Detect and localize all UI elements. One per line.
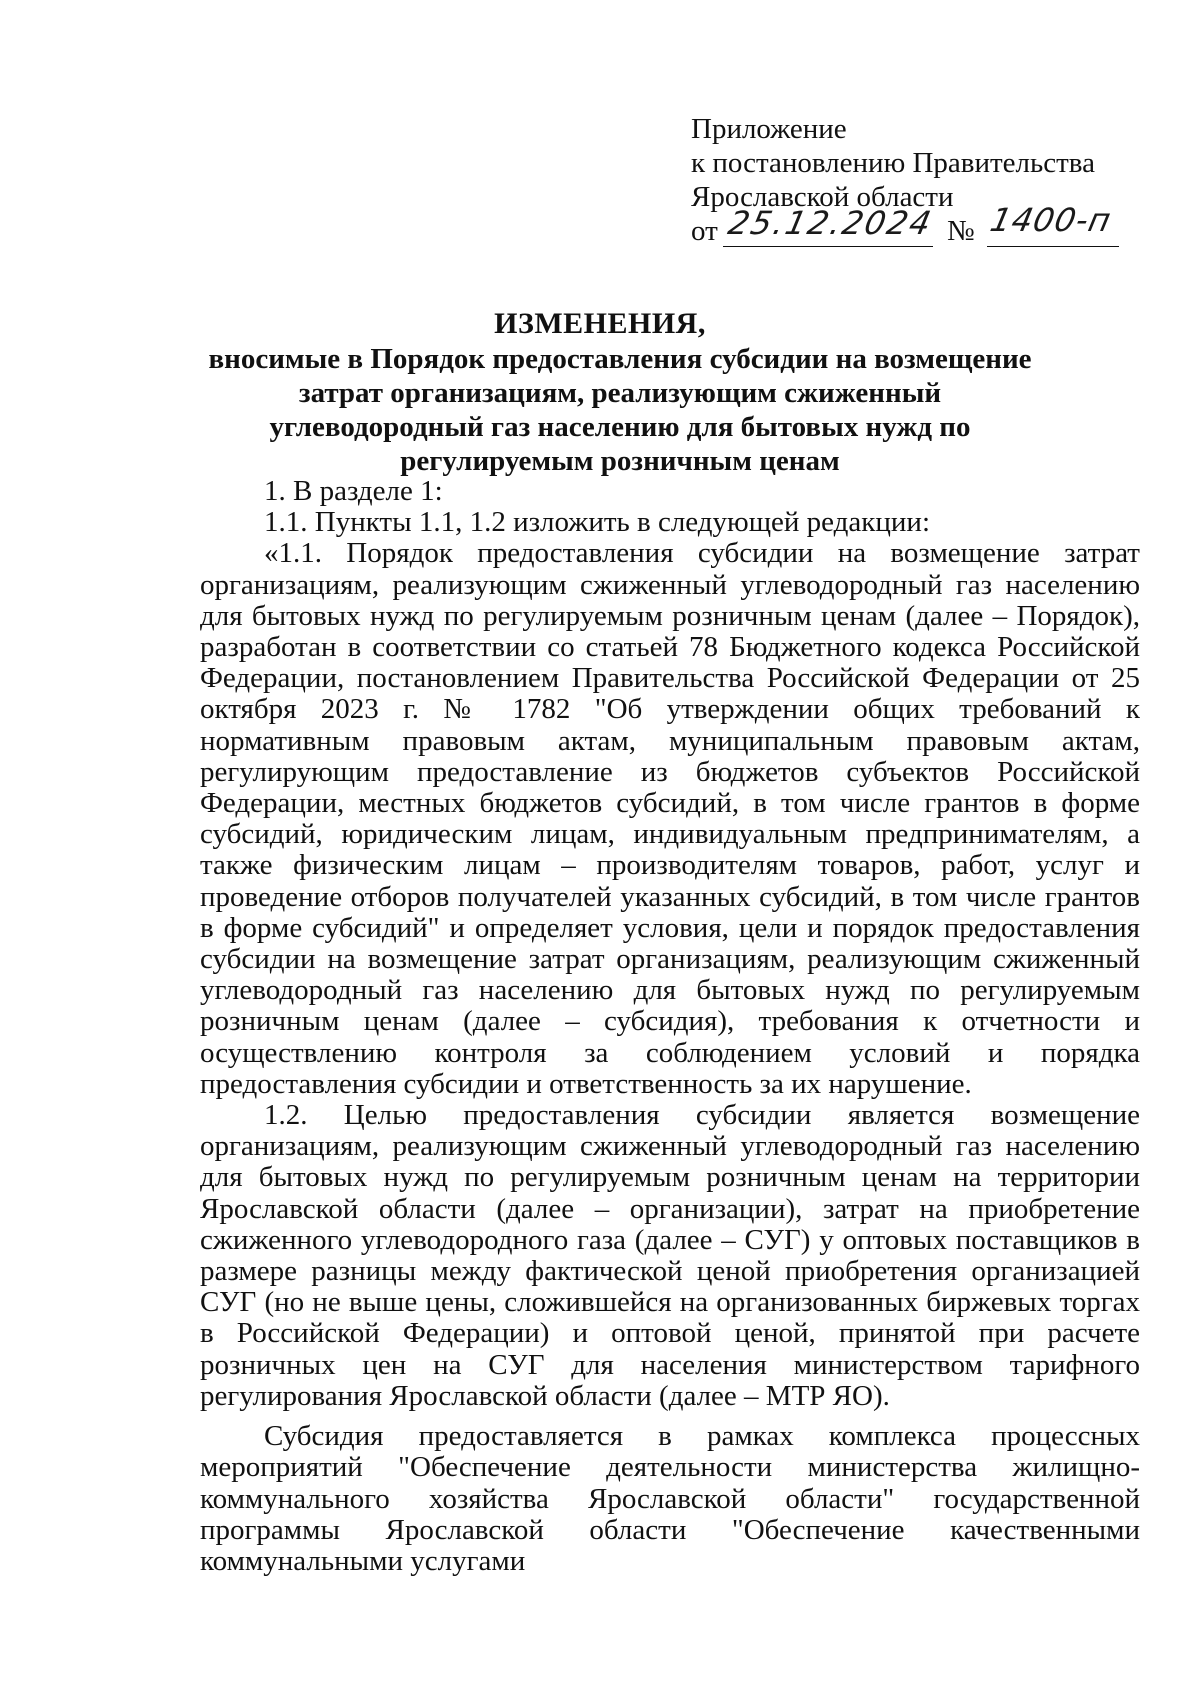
paragraph-point-1-1: «1.1. Порядок предоставления субсидии на возмещение затрат организациям, реализующим сжиженный углеводородный газ населению для бытовых нужд по регулируемым розничным ценам (далее – Порядок), разработан в соответствии со статьей 78 Бюджетного кодекса Российской Федерации, постановлением Правительства Российской Федерации от 25 октября 2023 г. № 1782 "Об утверждении общих требований к нормативным правовым актам, муниципальным правовым актам, регулирующим предоставление из бюджетов субъектов Российской Федерации, местных бюджетов субсидий, в том числе грантов в форме субсидий, юридическим лицам, индивидуальным предпринимателям, а также физическим лицам – производителям товаров, работ, услуг и проведение отборов получателей указанных субсидий, в том числе грантов в форме субсидий" и определяет условия, цели и порядок предоставления субсидии на возмещение затрат организациям, реализующим сжиженный углеводородный газ населению для бытовых нужд по регулируемым розничным ценам (далее – субсидия), требования к отчетности и осуществлению контроля за соблюдением условий и порядка предоставления субсидии и ответственность за их нарушение. <box>200 537 1140 1100</box>
annex-region-line: Ярославской области <box>691 181 954 213</box>
document-body <box>200 476 1140 1577</box>
annex-reference-line: к постановлению Правительства <box>691 147 1095 179</box>
document-title: ИЗМЕНЕНИЯ, <box>494 307 706 340</box>
date-prefix: от <box>691 215 718 247</box>
number-field <box>986 201 1119 247</box>
annex-date-number-line <box>691 201 1161 254</box>
document-subtitle: вносимые в Порядок предоставления субсидии на возмещение затрат организациям, реализующим сжиженный углеводородный газ населению для бытовых нужд по регулируемым розничным ценам <box>208 343 1032 477</box>
paragraph-point-1-2: 1.2. Целью предоставления субсидии является возмещение организациям, реализующим сжиженный углеводородный газ населению для бытовых нужд по регулируемым розничным ценам на территории Ярославской области (далее – организации), затрат на приобретение сжиженного углеводородного газа (далее – СУГ) у оптовых поставщиков в размере разницы между фактической ценой приобретения организацией СУГ (но не выше цены, сложившейся на организованных биржевых торгах в Российской Федерации) и оптовой ценой, принятой при расчете розничных цен на СУГ для населения министерством тарифного регулирования Ярославской области (далее – МТР ЯО). <box>200 1099 1140 1412</box>
paragraph-section-1: 1. В разделе 1: <box>264 475 443 507</box>
annex-header <box>691 112 1161 254</box>
number-sign: № <box>947 215 975 247</box>
date-field <box>723 204 937 247</box>
handwritten-number: 1400-п <box>986 201 1115 239</box>
paragraph-item-1-1: 1.1. Пункты 1.1, 1.2 изложить в следующей редакции: <box>264 506 930 539</box>
annex-label: Приложение <box>691 113 847 145</box>
paragraph-subsidy: Субсидия предоставляется в рамках комплекса процессных мероприятий "Обеспечение деятельности министерства жилищно-коммунального хозяйства Ярославской области" государственной программы Ярославской области "Обеспечение качественными коммунальными услугами <box>200 1420 1140 1577</box>
handwritten-date: 25.12.2024 <box>724 204 937 242</box>
